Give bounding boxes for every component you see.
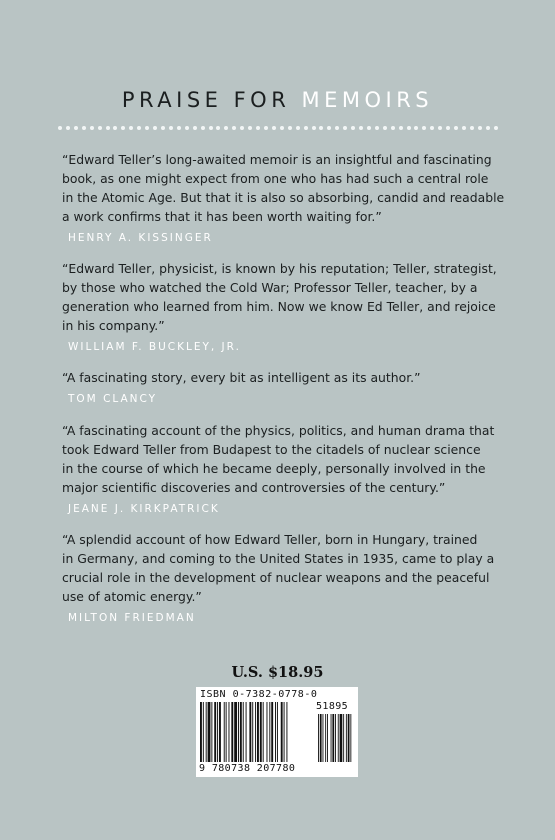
divider-dot — [430, 126, 434, 130]
quote-line: “Edward Teller’s long-awaited memoir is an insightful and fascinating — [62, 152, 492, 167]
barcode-bar — [234, 702, 237, 762]
barcode-bar — [338, 714, 339, 762]
quote-line: use of atomic energy.” — [62, 589, 202, 604]
divider-dot — [288, 126, 292, 130]
divider-dot — [66, 126, 70, 130]
quote-line: in the Atomic Age. But that it is also so absorbing, candid and readable — [62, 190, 505, 205]
quote-block — [62, 530, 502, 628]
barcode-bar — [267, 702, 268, 762]
quote-block — [62, 150, 505, 248]
divider-dot — [90, 126, 94, 130]
divider-dot — [82, 126, 86, 130]
quote-text — [62, 421, 502, 497]
divider-dot — [367, 126, 371, 130]
divider-dot — [422, 126, 426, 130]
quote-line: in Germany, and coming to the United States in 1935, came to play a — [62, 551, 495, 566]
divider-dot — [407, 126, 411, 130]
barcode-bar — [346, 714, 347, 762]
barcode-bar — [249, 702, 251, 762]
barcode-bar — [206, 702, 207, 762]
barcode-bar — [281, 702, 283, 762]
quote-line: generation who learned from him. Now we know Ed Teller, and rejoice — [62, 299, 496, 314]
barcode-bar — [217, 702, 218, 762]
divider-dot — [375, 126, 379, 130]
barcode-bar — [348, 714, 350, 762]
dotted-divider — [58, 126, 498, 132]
divider-dot — [153, 126, 157, 130]
divider-dot — [256, 126, 260, 130]
divider-dot — [185, 126, 189, 130]
divider-dot — [446, 126, 450, 130]
divider-dot — [201, 126, 205, 130]
quote-block — [62, 368, 502, 409]
barcode-bar — [243, 702, 244, 762]
quote-line: book, as one might expect from one who has had such a central role — [62, 171, 489, 186]
barcode — [196, 687, 358, 777]
barcode-bar — [240, 702, 242, 762]
divider-dot — [248, 126, 252, 130]
divider-dot — [209, 126, 213, 130]
isbn-text: ISBN 0-7382-0778-0 — [200, 689, 318, 700]
quote-line: major scientific discoveries and controversies of the century.” — [62, 480, 446, 495]
barcode-bar — [325, 714, 326, 762]
divider-dot — [58, 126, 62, 130]
barcode-ean-digits: 9 780738 207780 — [199, 763, 296, 774]
quote-author: JEANE J. KIRKPATRICK — [68, 503, 220, 515]
barcode-bar — [284, 702, 285, 762]
quote-line: “A fascinating story, every bit as intelligent as its author.” — [62, 370, 421, 385]
barcode-bar — [340, 714, 343, 762]
barcode-bar — [214, 702, 216, 762]
divider-dot — [438, 126, 442, 130]
quote-author: WILLIAM F. BUCKLEY, JR. — [68, 341, 241, 353]
divider-dot — [145, 126, 149, 130]
divider-dot — [113, 126, 117, 130]
divider-dot — [193, 126, 197, 130]
quote-line: “A fascinating account of the physics, politics, and human drama that — [62, 423, 495, 438]
divider-dot — [74, 126, 78, 130]
divider-dot — [383, 126, 387, 130]
barcode-bar — [269, 702, 270, 762]
barcode-addon-digits: 51895 — [316, 701, 349, 712]
barcode-bar — [229, 702, 230, 762]
barcode-bar — [323, 714, 324, 762]
divider-dot — [335, 126, 339, 130]
quote-author: MILTON FRIEDMAN — [68, 612, 196, 624]
barcode-bar — [286, 702, 287, 762]
barcode-bar — [263, 702, 264, 762]
divider-dot — [319, 126, 323, 130]
quote-text — [62, 150, 505, 226]
barcode-bar — [257, 702, 259, 762]
divider-dot — [98, 126, 102, 130]
divider-dot — [454, 126, 458, 130]
divider-dot — [280, 126, 284, 130]
barcode-bar — [219, 702, 221, 762]
barcode-bar — [246, 702, 247, 762]
barcode-bar — [224, 702, 225, 762]
divider-dot — [129, 126, 133, 130]
divider-dot — [414, 126, 418, 130]
barcode-bar — [320, 714, 322, 762]
divider-dot — [304, 126, 308, 130]
barcode-bar — [226, 702, 227, 762]
barcode-bar — [211, 702, 212, 762]
praise-heading — [0, 88, 555, 112]
quote-block — [62, 421, 502, 519]
divider-dot — [121, 126, 125, 130]
barcode-bar — [350, 714, 351, 762]
quote-line: crucial role in the development of nuclear weapons and the peaceful — [62, 570, 490, 585]
quote-line: by those who watched the Cold War; Professor Teller, teacher, by a — [62, 280, 478, 295]
quote-line: in the course of which he became deeply, personally involved in the — [62, 461, 486, 476]
divider-dot — [232, 126, 236, 130]
price-label: U.S. $18.95 — [231, 664, 324, 681]
barcode-bar — [331, 714, 332, 762]
barcode-bar — [208, 702, 211, 762]
divider-dot — [224, 126, 228, 130]
divider-dot — [391, 126, 395, 130]
barcode-bar — [332, 714, 334, 762]
quote-text — [62, 259, 502, 335]
divider-dot — [264, 126, 268, 130]
barcode-bar — [318, 714, 319, 762]
divider-dot — [137, 126, 141, 130]
barcode-bar — [200, 702, 202, 762]
divider-dot — [106, 126, 110, 130]
heading-memoirs: MEMOIRS — [301, 88, 434, 112]
divider-dot — [486, 126, 490, 130]
divider-dot — [177, 126, 181, 130]
divider-dot — [478, 126, 482, 130]
divider-dot — [312, 126, 316, 130]
barcode-bar — [231, 702, 233, 762]
quote-line: took Edward Teller from Budapest to the citadels of nuclear science — [62, 442, 481, 457]
barcode-bar — [255, 702, 256, 762]
divider-dot — [240, 126, 244, 130]
barcode-bar — [277, 702, 278, 762]
quote-line: “Edward Teller, physicist, is known by his reputation; Teller, strategist, — [62, 261, 497, 276]
divider-dot — [462, 126, 466, 130]
divider-dot — [169, 126, 173, 130]
divider-dot — [351, 126, 355, 130]
quote-text — [62, 530, 502, 606]
barcode-bar — [238, 702, 239, 762]
quote-author: HENRY A. KISSINGER — [68, 232, 213, 244]
divider-dot — [161, 126, 165, 130]
barcode-bar — [252, 702, 253, 762]
barcode-bar — [275, 702, 276, 762]
divider-dot — [494, 126, 498, 130]
divider-dot — [327, 126, 331, 130]
barcode-bar — [203, 702, 204, 762]
quote-line: “A splendid account of how Edward Teller, born in Hungary, trained — [62, 532, 478, 547]
divider-dot — [470, 126, 474, 130]
divider-dot — [359, 126, 363, 130]
divider-dot — [343, 126, 347, 130]
barcode-bar — [271, 702, 273, 762]
quote-block — [62, 259, 502, 357]
barcode-bar — [327, 714, 328, 762]
divider-dot — [399, 126, 403, 130]
barcode-bar — [260, 702, 262, 762]
quote-line: a work confirms that it has been worth waiting for.” — [62, 209, 382, 224]
heading-praise-for: PRAISE FOR — [121, 88, 302, 112]
quote-text — [62, 368, 502, 387]
barcode-bar — [343, 714, 344, 762]
divider-dot — [272, 126, 276, 130]
barcode-bar — [335, 714, 336, 762]
divider-dot — [296, 126, 300, 130]
quote-author: TOM CLANCY — [68, 393, 158, 405]
quote-line: in his company.” — [62, 318, 165, 333]
divider-dot — [216, 126, 220, 130]
